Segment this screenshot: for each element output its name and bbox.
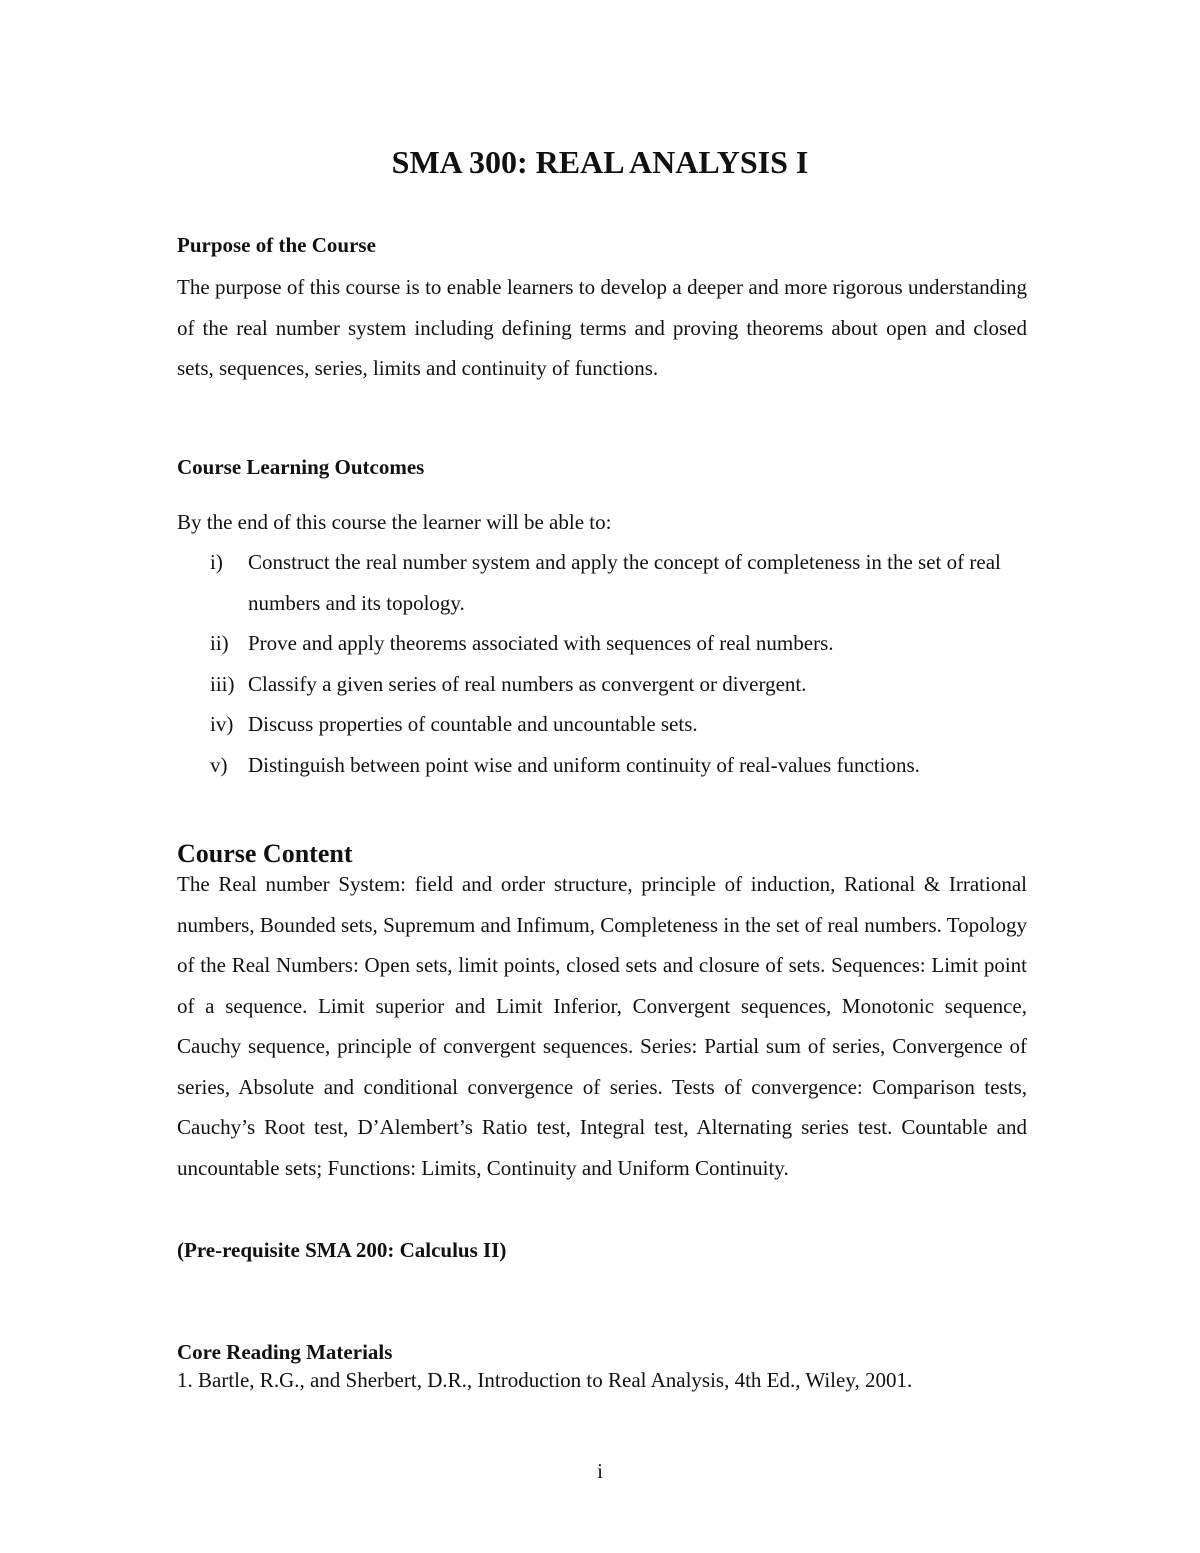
- outcomes-list: [177, 542, 1027, 785]
- list-item-text: Construct the real number system and apply the concept of completeness in the set of real numbers and its topology.: [248, 550, 1001, 615]
- purpose-text: The purpose of this course is to enable learners to develop a deeper and more rigorous understanding of the real number system including defining terms and proving theorems about open and closed sets, sequences, series, limits and continuity of functions.: [177, 275, 1027, 380]
- list-item: [177, 542, 1027, 623]
- prerequisite-note: (Pre-requisite SMA 200: Calculus II): [177, 1238, 507, 1262]
- page-number: i: [597, 1459, 603, 1483]
- list-item-text: Classify a given series of real numbers as convergent or divergent.: [248, 671, 807, 696]
- purpose-body: [177, 267, 1027, 389]
- list-item-text: Distinguish between point wise and uniform continuity of real-values functions.: [248, 752, 920, 777]
- purpose-heading: Purpose of the Course: [177, 233, 376, 257]
- content-heading: Course Content: [177, 839, 353, 868]
- list-item-number: ii): [210, 631, 229, 655]
- content-text: The Real number System: field and order structure, principle of induction, Rational & Irrational numbers, Bounded sets, Supremum and Infimum, Completeness in the set of real numbers. Topology of the Real Numbers: Open sets, limit points, closed sets and closure of sets. Sequences: Limit point of a sequence. Limit superior and Limit Inferior, Convergent sequences, Monotonic sequence, Cauchy sequence, principle of convergent sequences. Series: Partial sum of series, Convergence of series, Absolute and conditional convergence of series. Tests of convergence: Comparison tests, Cauchy’s Root test, D’Alembert’s Ratio test, Integral test, Alternating series test. Countable and uncountable sets; Functions: Limits, Continuity and Uniform Continuity.: [177, 872, 1027, 1180]
- list-item-number: i): [210, 550, 223, 574]
- content-body: [177, 864, 1027, 1188]
- list-item-number: iii): [210, 671, 235, 696]
- reading-item: 1. Bartle, R.G., and Sherbert, D.R., Introduction to Real Analysis, 4th Ed., Wiley, 2001.: [177, 1368, 913, 1392]
- outcomes-heading: Course Learning Outcomes: [177, 455, 425, 479]
- list-item-text: Discuss properties of countable and uncountable sets.: [248, 712, 698, 736]
- list-item: [177, 623, 1027, 664]
- list-item-number: v): [210, 752, 228, 777]
- list-item-text: Prove and apply theorems associated with sequences of real numbers.: [248, 631, 834, 655]
- prerequisite-block: [177, 1236, 1027, 1264]
- outcomes-section: [177, 453, 1027, 481]
- reading-section: [177, 1338, 1027, 1394]
- purpose-section: [177, 231, 1027, 259]
- outcomes-intro-block: [177, 502, 1027, 543]
- list-item: [177, 704, 1027, 745]
- list-item: [177, 745, 1027, 786]
- list-item-number: iv): [210, 712, 234, 736]
- document-title: SMA 300: REAL ANALYSIS I: [391, 144, 809, 180]
- list-item: [177, 664, 1027, 705]
- reading-heading: Core Reading Materials: [177, 1340, 393, 1364]
- outcomes-intro: By the end of this course the learner will be able to:: [177, 510, 612, 534]
